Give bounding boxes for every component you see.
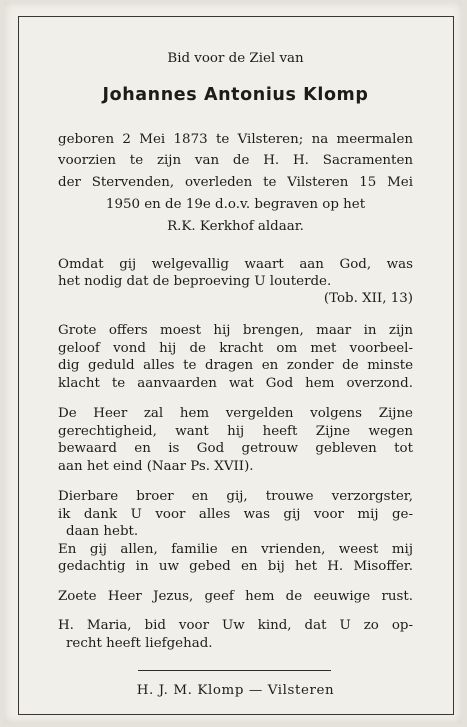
deceased-name: Johannes Antonius Klomp [102,85,369,105]
paragraph-line: dig geduld alles te dragen en zonder de minste [58,358,413,373]
biography-line: 1950 en de 19e d.o.v. begraven op het [105,197,366,212]
biography-line: geboren 2 Mei 1873 te Vilsteren; na meermalen [58,132,413,147]
paragraph-line: gedachtig in uw gebed en bij het H. Misoffer. [58,559,413,574]
prayer-jesus: Zoete Heer Jezus, geef hem de eeuwige rust. [58,589,413,604]
quote-line: het nodig dat de beproeving U louterde. [58,274,332,289]
prayer-line: H. Maria, bid voor Uw kind, dat U zo op- [58,618,413,633]
footer-divider [138,670,331,671]
paragraph-line: ik dank U voor alles was gij voor mij ge- [58,507,413,522]
paragraph-line: Dierbare broer en gij, trouwe verzorgster, [58,489,413,504]
paragraph-line: klacht te aanvaarden wat God hem overzond. [58,376,413,391]
quote-source: (Tob. XII, 13) [323,291,413,306]
paragraph-line: geloof vond hij de kracht om met voorbeel- [58,341,413,356]
biography-line: voorzien te zijn van de H. H. Sacramenten [58,153,413,168]
biography-line: der Stervenden, overleden te Vilsteren 15 Mei [58,175,413,190]
biography-line: R.K. Kerkhof aldaar. [167,219,304,234]
prayer-header: Bid voor de Ziel van [167,51,304,66]
paragraph-line: aan het eind (Naar Ps. XVII). [58,459,254,474]
footer-signature: H. J. M. Klomp — Vilsteren [136,683,335,698]
paragraph-line: gerechtigheid, want hij heeft Zijne wegen [58,424,413,439]
paragraph-line: En gij allen, familie en vrienden, weest mij [58,542,413,557]
paragraph-line: bewaard en is God getrouw gebleven tot [58,441,413,456]
paragraph-line: Grote offers moest hij brengen, maar in zijn [58,323,413,338]
paragraph-line: De Heer zal hem vergelden volgens Zijne [58,406,413,421]
memorial-card [4,2,462,723]
prayer-line: recht heeft liefgehad. [66,636,213,651]
paragraph-line: daan hebt. [66,524,139,539]
quote-line: Omdat gij welgevallig waart aan God, was [58,257,413,272]
